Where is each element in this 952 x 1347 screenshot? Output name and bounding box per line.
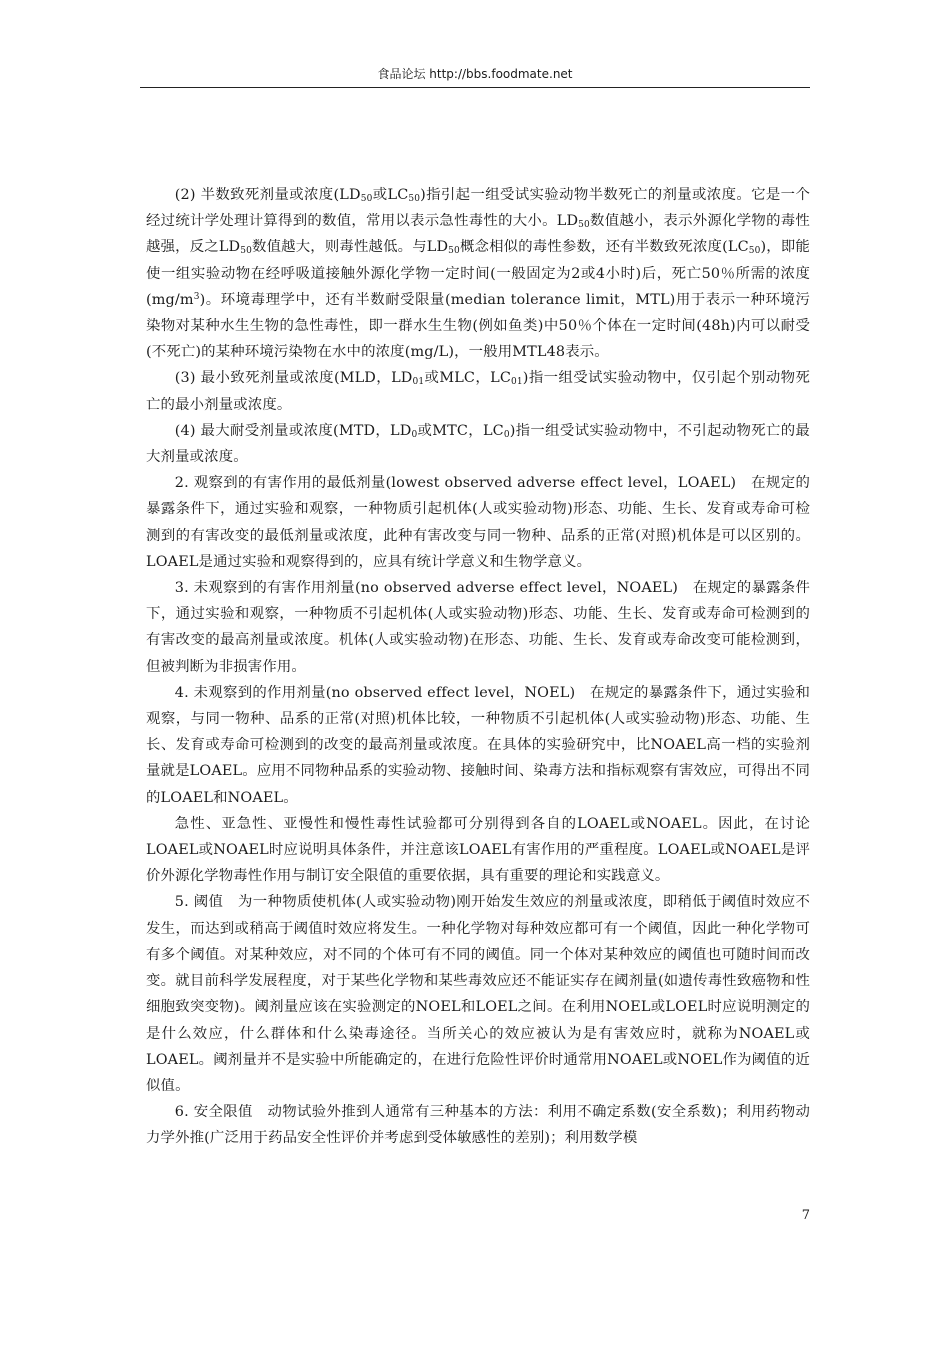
paragraph-mld: (3) 最小致死剂量或浓度(MLD，$LD_{01}$或MLC，$LC_{01}$)指一组受试实验动物中，仅引起个别动物死亡的最小剂量或浓度。 [146,370,811,413]
paragraph-noel: 4. 未观察到的作用剂量(no observed effect level，NOEL) 在规定的暴露条件下，通过实验和观察，与同一物种、品系的正常(对照)机体比较，一种物质不引起机体(人或实验动物)形态、功能、生长、发育或寿命可检测到的改变的最高剂量或浓度。在具体的实验研究中，比NOAEL高一档的实验剂量就是LOAEL。应用不同物种品系的实验动物、接触时间、染毒方法和指标观察有害效应，可得出不同的LOAEL和NOAEL。 [146,684,810,806]
page-number: 7 [801,1208,810,1223]
paragraph-safety-limit: 6. 安全限值 动物试验外推到人通常有三种基本的方法：利用不确定系数(安全系数)；利用药物动力学外推(广泛用于药品安全性评价并考虑到受体敏感性的差别)；利用数学模 [146,1104,810,1147]
header-rule [140,87,810,88]
paragraph-summary: 急性、亚急性、亚慢性和慢性毒性试验都可分别得到各自的LOAEL或NOAEL。因此，在讨论LOAEL或NOAEL时应说明具体条件，并注意该LOAEL有害作用的严重程度。LOAEL或NOAEL是评价外源化学物毒性作用与制订安全限值的重要依据，具有重要的理论和实践意义。 [146,815,810,885]
paragraph-mtd: (4) 最大耐受剂量或浓度(MTD，$LD_0$或MTC，$LC_0$)指一组受试实验动物中，不引起动物死亡的最大剂量或浓度。 [146,422,810,466]
paragraph-threshold: 5. 阈值 为一种物质使机体(人或实验动物)刚开始发生效应的剂量或浓度，即稍低于阈值时效应不发生，而达到或稍高于阈值时效应将发生。一种化学物对每种效应都可有一个阈值，因此一种化学物可有多个阈值。对某种效应，对不同的个体可有不同的阈值。同一个体对某种效应的阈值也可随时间而改变。就目前科学发展程度，对于某些化学物和某些毒效应还不能证实存在阈剂量(如遗传毒性致癌物和性细胞致突变物)。阈剂量应该在实验测定的NOEL和LOEL之间。在利用NOEL或LOEL时应说明测定的是什么效应，什么群体和什么染毒途径。当所关心的效应被认为是有害效应时，就称为NOAEL或LOAEL。阈剂量并不是实验中所能确定的，在进行危险性评价时通常用NOAEL或NOEL作为阈值的近似值。 [146,894,810,1094]
paragraph-loael: 2. 观察到的有害作用的最低剂量(lowest observed adverse effect level，LOAEL) 在规定的暴露条件下，通过实验和观察，一种物质引起机体(人或实验动物)形态、功能、生长、发育或寿命可检测到的有害改变的最低剂量或浓度，此种有害改变与同一物种、品系的正常(对照)机体是可以区别的。LOAEL是通过实验和观察得到的，应具有统计学意义和生物学意义。 [146,475,810,570]
paragraph-ld50: (2) 半数致死剂量或浓度($LD_{50}$或$LC_{50}$)指引起一组受试实验动物半数死亡的剂量或浓度。它是一个经过统计学处理计算得到的数值，常用以表示急性毒性的大小。$LD_{50}$数值越小，表示外源化学物的毒性越强，反之$LD_{50}$数值越大，则毒性越低。与$LD_{50}$概念相似的毒性参数，还有半数致死浓度$(LC_{50})$，即能使一组实验动物在经呼吸道接触外源化学物一定时间(一般固定为2或4小时)后，死亡50％所需的浓度$(mg/m^3)$。环境毒理学中，还有半数耐受限量(median tolerance limit，MTL)用于表示一种环境污染物对某种水生生物的急性毒性，即一群水生生物(例如鱼类)中50％个体在一定时间(48h)内可以耐受(不死亡)的某种环境污染物在水中的浓度(mg/L)，一般用MTL48表示。 [146,187,810,361]
paragraph-noael: 3. 未观察到的有害作用剂量(no observed adverse effect level，NOAEL) 在规定的暴露条件下，通过实验和观察，一种物质不引起机体(人或实验动物)形态、功能、生长、发育或寿命可检测到的有害改变的最高剂量或浓度。机体(人或实验动物)在形态、功能、生长、发育或寿命改变可能检测到，但被判断为非损害作用。 [146,580,810,675]
body-text [146,182,810,1152]
page-header: 食品论坛 http://bbs.foodmate.net [377,67,573,81]
